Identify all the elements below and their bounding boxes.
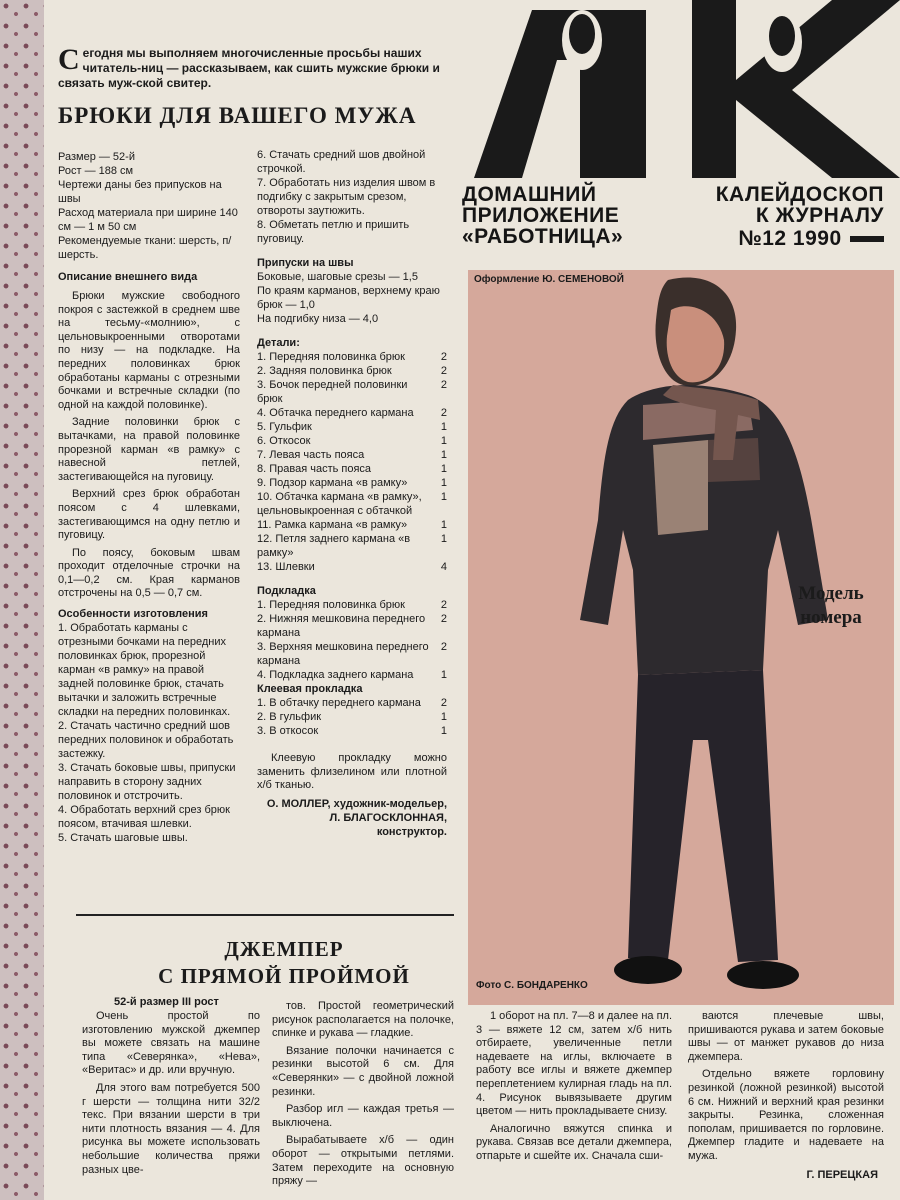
appearance-line: Задние половинки брюк с вытачками, на правой половинке прорезной карман «в рамку» с навесной петлей, застегивающейся на пуговицу. <box>58 416 240 483</box>
appearance-heading: Описание внешнего вида <box>58 271 198 283</box>
model-label-line-1: Модель <box>798 583 864 604</box>
jumper-column-2 <box>272 1000 454 1193</box>
item-quantity: 1 <box>440 435 447 447</box>
col4-line: Отдельно вяжете горловину резинкой (ложной резинкой) высотой 6 см. Нижний и верхний края резинки закрыты. Резинка, сложенная пополам, пришивается по горловине. Джемпер гладите и надеваете на мужа. <box>688 1068 884 1162</box>
making-line: 3. Стачать боковые швы, припуски направить в сторону задних половинок и отстрочить. <box>58 762 236 803</box>
item-quantity: 2 <box>440 351 447 363</box>
col2-line: Разбор игл — каждая третья — выключена. <box>272 1103 454 1129</box>
glue-item <box>257 710 447 724</box>
item-quantity: 1 <box>440 449 447 461</box>
section-divider <box>76 914 454 916</box>
details-item <box>257 434 447 448</box>
item-label: 3. Бочок передней половинки брюк <box>257 379 408 405</box>
item-label: 1. В обтачку переднего кармана <box>257 697 421 709</box>
masthead-subtitle: К ЖУРНАЛУ <box>755 204 884 227</box>
trousers-right-column <box>257 148 447 839</box>
item-label: 10. Обтачка кармана «в рамку», цельновыкроенная с обтачкой <box>257 491 422 517</box>
appearance-line: По поясу, боковым швам проходит отделочные строчки на 0,1—0,2 см. Края карманов отстрочены на 0,5 — 0,7 см. <box>58 546 240 600</box>
masthead-line-2: ПРИЛОЖЕНИЕ <box>462 204 620 227</box>
model-photo <box>468 270 894 1005</box>
making-heading: Особенности изготовления <box>58 608 208 621</box>
details-item <box>257 364 447 378</box>
intro-paragraph <box>58 43 478 91</box>
item-quantity: 1 <box>440 711 447 723</box>
allowances-line: На подгибку низа — 4,0 <box>257 313 379 325</box>
jumper-subtitle: 52-й размер III рост <box>114 996 219 1008</box>
decorative-border-pattern <box>0 0 44 1200</box>
masthead-title: КАЛЕЙДОСКОП <box>715 183 884 206</box>
jumper-column-4 <box>688 1010 884 1168</box>
item-quantity: 1 <box>440 533 447 545</box>
jumper-column-3 <box>476 1010 672 1168</box>
lining-item <box>257 612 447 640</box>
intro-text: егодня мы выполняем многочисленные просьбы наших читатель-ниц — рассказываем, как сшить мужские брюки и связать муж-ской свитер. <box>58 46 440 90</box>
item-quantity: 2 <box>440 613 447 625</box>
jumper-title-line-2: С ПРЯМОЙ ПРОЙМОЙ <box>158 964 410 988</box>
item-label: 6. Откосок <box>257 435 311 447</box>
item-quantity: 1 <box>440 519 447 531</box>
appearance-line: Брюки мужские свободного покроя с застежкой в среднем шве на тесьму-«молнию», с цельновыкроенными отворотами по низу — на подкладке. На передних половинках брюк обработаны карманы с отрезными бочками и встречные складки (по одной на каждой половинке). <box>58 290 240 411</box>
jumper-title <box>154 936 414 990</box>
item-label: 1. Передняя половинка брюк <box>257 599 405 611</box>
item-label: 11. Рамка кармана «в рамку» <box>257 519 408 531</box>
making-cont-line: 6. Стачать средний шов двойной строчкой. <box>257 149 426 175</box>
specs-line: Размер — 52-й <box>58 151 135 163</box>
dk-logo <box>462 0 900 180</box>
masthead-issue: №12 1990 <box>738 227 842 250</box>
specs-line: Расход материала при ширине 140 см — 1 м 50 см <box>58 207 238 233</box>
details-item <box>257 560 447 574</box>
authors-line: О. МОЛЛЕР, художник-модельер, <box>266 797 447 810</box>
details-item <box>257 476 447 490</box>
item-label: 1. Передняя половинка брюк <box>257 351 405 363</box>
masthead-left <box>462 184 623 247</box>
col2-line: Вырабатываете х/б — один оборот — открытыми петлями. Затем переходите на основную пряжу — <box>272 1134 454 1188</box>
appearance-text <box>58 290 240 601</box>
item-label: 2. В гульфик <box>257 711 322 723</box>
item-quantity: 2 <box>440 379 447 391</box>
col2-line: тов. Простой геометрический рисунок располагается на полочке, спинке и рукава — гладкие. <box>272 1000 454 1040</box>
details-item <box>257 350 447 364</box>
item-label: 2. Нижняя мешковина переднего кармана <box>257 613 426 639</box>
article-title-trousers <box>58 103 417 129</box>
design-credit: Оформление Ю. СЕМЕНОВОЙ <box>474 274 624 285</box>
details-heading: Детали: <box>257 337 300 349</box>
masthead-issue-row <box>670 228 884 249</box>
specs-line: Чертежи даны без припусков на швы <box>58 179 222 205</box>
making-cont-line: 7. Обработать низ изделия швом в подгибку с закрытым срезом, отвороты заутюжить. <box>257 177 436 217</box>
lining-item <box>257 598 447 612</box>
item-quantity: 1 <box>440 477 447 489</box>
photo-credit: Фото С. БОНДАРЕНКО <box>476 980 588 991</box>
making-line: 5. Стачать шаговые швы. <box>58 832 188 845</box>
trousers-specs <box>58 150 240 262</box>
lining-heading: Подкладка <box>257 585 316 597</box>
masthead-right <box>670 184 884 249</box>
glue-item <box>257 724 447 738</box>
jumper-title-line-1: ДЖЕМПЕР <box>224 937 344 961</box>
making-steps-continued <box>257 148 447 246</box>
intro-dropcap: С <box>58 43 80 76</box>
making-steps <box>58 621 240 845</box>
item-quantity: 1 <box>440 669 447 681</box>
item-quantity: 2 <box>440 365 447 377</box>
allowances-heading: Припуски на швы <box>257 257 354 269</box>
col2-line: Вязание полочки начинается с резинки высотой 6 см. Для «Северянки» — с двойной ложной резинки. <box>272 1044 454 1098</box>
glue-item <box>257 696 447 710</box>
masthead-line-1: ДОМАШНИЙ <box>462 183 597 206</box>
item-label: 3. Верхняя мешковина переднего кармана <box>257 641 429 667</box>
model-label <box>768 582 894 630</box>
authors-line: Л. БЛАГОСКЛОННАЯ, <box>329 811 447 824</box>
glue-heading: Клеевая прокладка <box>257 683 363 695</box>
item-label: 12. Петля заднего кармана «в рамку» <box>257 533 411 559</box>
item-quantity: 1 <box>440 421 447 433</box>
item-quantity: 4 <box>440 561 447 573</box>
item-quantity: 2 <box>440 599 447 611</box>
appearance-line: Верхний срез брюк обработан поясом с 4 шлевками, застегивающимся на одну петлю и пуговицу. <box>58 488 240 542</box>
details-item <box>257 406 447 420</box>
details-item <box>257 490 447 518</box>
allowances-list <box>257 270 447 326</box>
jumper-column-1 <box>82 1010 260 1181</box>
allowances-line: По краям карманов, верхнему краю брюк — 1,0 <box>257 285 440 311</box>
details-item <box>257 420 447 434</box>
col1-line: Для этого вам потребуется 500 г шерсти — толщина нити 32/2 текс. При вязании шерсти в три нити плотность вязания — 4. Для рисунка вы можете использовать небольшие количества пряжи разных цве- <box>82 1081 260 1176</box>
item-quantity: 1 <box>440 463 447 475</box>
making-line: 1. Обработать карманы с отрезными бочками на передних половинках брюк, прорезной карман «в рамку» на правой задней половинке брюк, стачать вытачки и заложить встречные складки на передних половинках. <box>58 622 231 719</box>
details-item <box>257 378 447 406</box>
jumper-author: Г. ПЕРЕЦКАЯ <box>806 1169 878 1181</box>
details-list <box>257 350 447 574</box>
item-label: 7. Левая часть пояса <box>257 449 365 461</box>
lining-item <box>257 668 447 682</box>
item-quantity: 2 <box>440 641 447 653</box>
issue-bar <box>850 236 884 242</box>
specs-line: Рост — 188 см <box>58 165 134 177</box>
item-label: 4. Обтачка переднего кармана <box>257 407 414 419</box>
model-figure <box>468 270 894 1005</box>
trousers-heading: БРЮКИ ДЛЯ ВАШЕГО МУЖА <box>58 103 417 128</box>
making-line: 4. Обработать верхний срез брюк поясом, втачивая шлевки. <box>58 804 230 831</box>
item-label: 2. Задняя половинка брюк <box>257 365 392 377</box>
item-label: 3. В откосок <box>257 725 319 737</box>
item-quantity: 2 <box>440 407 447 419</box>
allowances-line: Боковые, шаговые срезы — 1,5 <box>257 271 418 283</box>
item-quantity: 1 <box>440 725 447 737</box>
trousers-authors <box>257 797 447 839</box>
glue-note: Клеевую прокладку можно заменить флизелином или плотной х/б тканью. <box>257 752 447 792</box>
specs-line: Рекомендуемые ткани: шерсть, п/шерсть. <box>58 235 232 261</box>
magazine-page <box>44 0 900 1200</box>
details-item <box>257 532 447 560</box>
item-label: 5. Гульфик <box>257 421 312 433</box>
trousers-left-column <box>58 150 240 845</box>
making-cont-line: 8. Обметать петлю и пришить пуговицу. <box>257 219 410 245</box>
item-quantity: 2 <box>440 697 447 709</box>
model-label-line-2: номера <box>800 607 862 628</box>
item-label: 13. Шлевки <box>257 561 315 573</box>
item-label: 4. Подкладка заднего кармана <box>257 669 414 681</box>
col3-line: Аналогично вяжутся спинка и рукава. Связав все детали джемпера, отпарьте и сшейте их. Сначала сши- <box>476 1122 672 1162</box>
item-label: 8. Правая часть пояса <box>257 463 372 475</box>
item-quantity: 1 <box>440 491 447 503</box>
authors-line: конструктор. <box>376 825 447 838</box>
details-item <box>257 448 447 462</box>
details-item <box>257 462 447 476</box>
lining-item <box>257 640 447 668</box>
making-line: 2. Стачать частично средний шов передних половинок и обработать застежку. <box>58 720 234 761</box>
masthead-line-3: «РАБОТНИЦА» <box>462 225 624 248</box>
col1-line: Очень простой по изготовлению мужской джемпер вы можете связать на машине типа «Северянка», «Нева», «Веритас» и др. или вручную. <box>82 1010 260 1077</box>
col3-line: 1 оборот на пл. 7—8 и далее на пл. 3 — вяжете 12 см, затем х/б нить отбираете, увеличенные петли надеваете на иглы, включаете в работу все иглы и вяжете джемпер переплетением кулирная гладь на пл. 4. Рисунок вывязываете другим цветом — нить прокладываете снизу. <box>476 1010 672 1118</box>
details-item <box>257 518 447 532</box>
item-label: 9. Подзор кармана «в рамку» <box>257 477 408 489</box>
col4-line: ваются плечевые швы, пришиваются рукава и затем боковые швы — от манжет рукавов до низа джемпера. <box>688 1010 884 1063</box>
lining-list <box>257 598 447 682</box>
glue-list <box>257 696 447 738</box>
